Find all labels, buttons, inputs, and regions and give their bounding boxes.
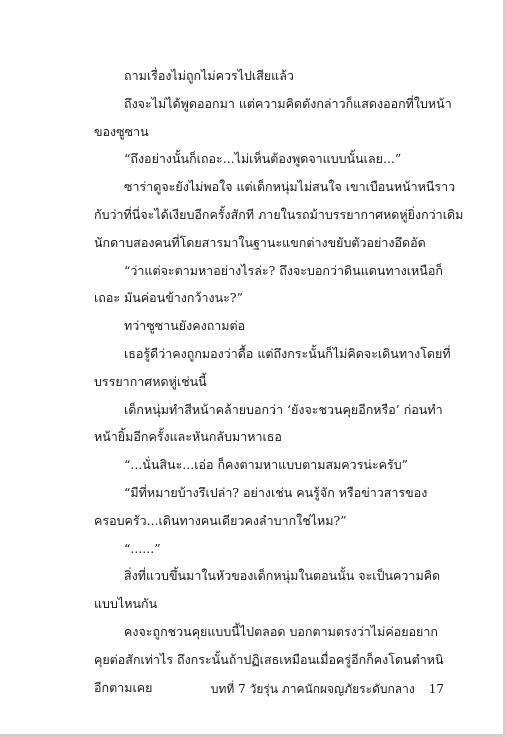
text-line: “ว่าแต่จะตามหาอย่างไรล่ะ? ถึงจะบอกว่าดินแดนทางเหนือก็ bbox=[124, 262, 443, 278]
text-line: นักดาบสองคนที่โดยสารมาในฐานะแขกต่างขยับตัวอย่างอึดอัด bbox=[94, 234, 426, 250]
paragraph bbox=[94, 479, 450, 535]
text-line: หน้ายิ้มอีกครั้งและหันกลับมาหาเธอ bbox=[94, 429, 282, 445]
text-line: คงจะถูกชวนคุยแบบนี้ไปตลอด บอกตามตรงว่าไม่ค่อยอยาก bbox=[124, 623, 438, 639]
text-line: กับว่าที่นี่จะได้เงียบอีกครั้งสักที ภายในรถม้าบรรยากาศหดหู่ยิ่งกว่าเดิม bbox=[94, 206, 464, 222]
text-line: “มีที่หมายบ้างรึเปล่า? อย่างเช่น คนรู้จัก หรือข่าวสารของ bbox=[124, 484, 428, 500]
text-line: ครอบครัว...เดินทางคนเดียวคงลำบากใช่ไหม?” bbox=[94, 512, 347, 528]
paragraph bbox=[94, 451, 450, 479]
text-line: เถอะ มันค่อนข้างกว้างนะ?” bbox=[94, 290, 243, 306]
text-line: ถามเรื่องไม่ถูกไม่ควรไปเสียแล้ว bbox=[124, 68, 294, 83]
text-line: ทว่าซูซานยังคงถามต่อ bbox=[124, 318, 246, 334]
paragraph bbox=[94, 396, 450, 452]
paragraph bbox=[94, 145, 450, 173]
paragraph bbox=[94, 257, 450, 313]
text-line: “......” bbox=[124, 540, 161, 556]
paragraph bbox=[94, 62, 450, 90]
page-footer bbox=[94, 680, 444, 699]
page-number: 17 bbox=[428, 682, 444, 696]
text-line: ถึงจะไม่ได้พูดออกมา แต่ความคิดดังกล่าวก็แสดงออกที่ใบหน้า bbox=[124, 95, 452, 111]
paragraph bbox=[94, 535, 450, 563]
paragraph bbox=[94, 90, 450, 146]
paragraph bbox=[94, 340, 450, 396]
text-line: ของซูซาน bbox=[94, 123, 149, 139]
text-line: “...นั่นสินะ...เอ่อ ก็คงตามหาแบบตามสมควรน่ะครับ” bbox=[124, 457, 409, 473]
text-line: แบบไหนกัน bbox=[94, 596, 158, 612]
text-line: เธอรู้ดีว่าคงถูกมองว่าดื้อ แต่ถึงกระนั้นก็ไม่คิดจะเดินทางโดยที่ bbox=[124, 345, 451, 361]
text-line: บรรยากาศหดหู่เช่นนี้ bbox=[94, 373, 207, 389]
paragraph bbox=[94, 173, 464, 256]
text-line: “ถึงอย่างนั้นก็เถอะ...ไม่เห็นต้องพูดจาแบบนั้นเลย...” bbox=[124, 151, 402, 167]
chapter-title: บทที่ 7 วัยรุ่น ภาคนักผจญภัยระดับกลาง bbox=[210, 682, 415, 696]
paragraph bbox=[94, 562, 450, 618]
text-line: ซาร่าดูจะยังไม่พอใจ แต่เด็กหนุ่มไม่สนใจ เขาเบือนหน้าหนีราว bbox=[124, 179, 456, 195]
paragraph bbox=[94, 312, 450, 340]
text-line: อีกตามเคย bbox=[94, 679, 153, 695]
text-line: สิ่งที่แวบขึ้นมาในหัวของเด็กหนุ่มในตอนนั้น จะเป็นความคิด bbox=[124, 568, 441, 584]
body-text bbox=[94, 62, 464, 701]
text-line: เด็กหนุ่มทำสีหน้าคล้ายบอกว่า ‘ยังจะชวนคุยอีกหรือ’ ก่อนทำ bbox=[124, 401, 443, 417]
text-line: คุยต่อสักเท่าไร ถึงกระนั้นถ้าปฏิเสธเหมือนเมื่อครู่อีกก็คงโดนตำหนิ bbox=[94, 651, 444, 667]
